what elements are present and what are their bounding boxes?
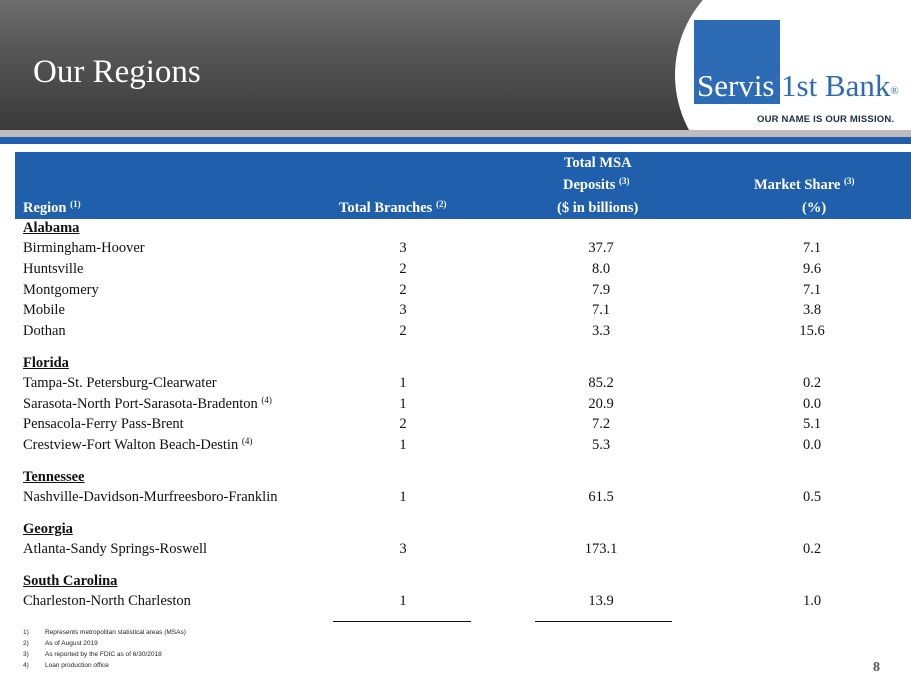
region-name: Huntsville bbox=[23, 261, 84, 277]
footnote bbox=[23, 662, 186, 673]
state-heading: Tennessee bbox=[23, 469, 85, 485]
header-msa-line2 bbox=[563, 177, 630, 194]
header-share-label: Market Share bbox=[754, 177, 841, 193]
state-heading: Florida bbox=[23, 355, 69, 371]
branches-value: 3 bbox=[399, 240, 407, 256]
region-name: Mobile bbox=[23, 302, 65, 318]
footnotes bbox=[23, 629, 186, 673]
branches-value: 1 bbox=[399, 437, 407, 453]
share-value: 15.6 bbox=[799, 323, 825, 339]
footnote-number: 3) bbox=[23, 651, 29, 658]
region-name: Dothan bbox=[23, 323, 66, 339]
header-region-label: Region bbox=[23, 200, 67, 216]
deposits-value: 20.9 bbox=[588, 396, 614, 412]
header-msa-note: (3) bbox=[619, 176, 630, 186]
branches-value: 2 bbox=[399, 323, 407, 339]
header-band-blue bbox=[0, 137, 911, 144]
footnote bbox=[23, 629, 186, 640]
table-row bbox=[0, 541, 911, 561]
deposits-value: 37.7 bbox=[588, 240, 614, 256]
branches-value: 1 bbox=[399, 375, 407, 391]
deposits-value: 7.2 bbox=[591, 416, 611, 432]
logo-word-first-bank bbox=[781, 68, 899, 104]
region-name: Birmingham-Hoover bbox=[23, 240, 145, 256]
region-name-with-note bbox=[23, 437, 252, 454]
table-row bbox=[0, 302, 911, 322]
table-header bbox=[15, 152, 911, 219]
footnote-number: 4) bbox=[23, 662, 29, 669]
logo-word-servis: Servis bbox=[697, 68, 775, 103]
region-name: Atlanta-Sandy Springs-Roswell bbox=[23, 541, 208, 557]
header-region-note: (1) bbox=[70, 199, 81, 209]
logo-registered-mark: ® bbox=[890, 85, 899, 97]
deposits-value: 61.5 bbox=[588, 489, 614, 505]
branches-value: 2 bbox=[399, 261, 407, 277]
table-row bbox=[0, 323, 911, 343]
region-name: Charleston-North Charleston bbox=[23, 593, 191, 609]
total-rule-branches bbox=[333, 621, 471, 622]
page-title: Our Regions bbox=[33, 54, 201, 90]
state-heading: Alabama bbox=[23, 220, 80, 236]
branches-value: 2 bbox=[399, 416, 407, 432]
header-msa-deposits: Deposits bbox=[563, 177, 616, 193]
header-msa-line3: ($ in billions) bbox=[557, 200, 639, 216]
share-value: 0.0 bbox=[802, 396, 822, 412]
branches-value: 1 bbox=[399, 489, 407, 505]
deposits-value: 5.3 bbox=[591, 437, 611, 453]
region-note: (4) bbox=[261, 395, 272, 405]
header-branches-note: (2) bbox=[435, 199, 447, 209]
footnote bbox=[23, 651, 186, 662]
region-name: Nashville-Davidson-Murfreesboro-Franklin bbox=[23, 489, 278, 505]
table-row bbox=[0, 261, 911, 281]
region-name: Pensacola-Ferry Pass-Brent bbox=[23, 416, 184, 432]
table-row bbox=[0, 375, 911, 395]
region-name: Sarasota-North Port-Sarasota-Bradenton bbox=[23, 396, 258, 412]
total-rule-deposits bbox=[535, 621, 672, 622]
region-name: Tampa-St. Petersburg-Clearwater bbox=[23, 375, 217, 391]
share-value: 0.5 bbox=[802, 489, 822, 505]
state-heading: South Carolina bbox=[23, 573, 118, 589]
footnote-number: 2) bbox=[23, 640, 29, 647]
header-band-gray bbox=[0, 130, 911, 137]
footnote-text: As of August 2019 bbox=[45, 640, 98, 647]
deposits-value: 8.0 bbox=[591, 261, 611, 277]
table-row bbox=[0, 437, 911, 457]
deposits-value: 173.1 bbox=[584, 541, 618, 557]
branches-value: 2 bbox=[399, 282, 407, 298]
table-row bbox=[0, 240, 911, 260]
table-row bbox=[0, 416, 911, 436]
table-row bbox=[0, 593, 911, 613]
region-name: Montgomery bbox=[23, 282, 99, 298]
footnote-text: Represents metropolitan statistical areas (MSAs) bbox=[45, 629, 186, 636]
share-value: 5.1 bbox=[802, 416, 822, 432]
region-note: (4) bbox=[241, 436, 253, 446]
share-value: 9.6 bbox=[802, 261, 822, 277]
deposits-value: 13.9 bbox=[588, 593, 614, 609]
region-name: Crestview-Fort Walton Beach-Destin bbox=[23, 437, 239, 453]
share-value: 7.1 bbox=[802, 282, 822, 298]
branches-value: 3 bbox=[399, 302, 407, 318]
page-number: 8 bbox=[873, 660, 880, 675]
header-share-line1 bbox=[754, 177, 854, 194]
deposits-value: 3.3 bbox=[591, 323, 611, 339]
footnote-number: 1) bbox=[23, 629, 29, 636]
table-row bbox=[0, 489, 911, 509]
share-value: 1.0 bbox=[802, 593, 822, 609]
deposits-value: 7.1 bbox=[591, 302, 611, 318]
branches-value: 1 bbox=[399, 396, 407, 412]
state-heading: Georgia bbox=[23, 521, 73, 537]
deposits-value: 7.9 bbox=[591, 282, 611, 298]
header-msa-line1: Total MSA bbox=[564, 155, 632, 171]
deposits-value: 85.2 bbox=[588, 375, 614, 391]
footnote bbox=[23, 640, 186, 651]
share-value: 0.0 bbox=[802, 437, 822, 453]
share-value: 0.2 bbox=[802, 375, 822, 391]
header-share-note: (3) bbox=[843, 176, 855, 186]
header-branches-label: Total Branches bbox=[339, 200, 433, 216]
footnote-text: Loan production office bbox=[45, 662, 109, 669]
share-value: 7.1 bbox=[802, 240, 822, 256]
branches-value: 1 bbox=[399, 593, 407, 609]
header-branches bbox=[339, 200, 446, 217]
share-value: 0.2 bbox=[802, 541, 822, 557]
header-share-line2: (%) bbox=[802, 200, 827, 216]
region-name-with-note bbox=[23, 396, 272, 413]
logo-tagline: OUR NAME IS OUR MISSION. bbox=[757, 114, 895, 125]
branches-value: 3 bbox=[399, 541, 407, 557]
share-value: 3.8 bbox=[802, 302, 822, 318]
table-row bbox=[0, 282, 911, 302]
footnote-text: As reported by the FDIC as of 6/30/2018 bbox=[45, 651, 162, 658]
table-row bbox=[0, 396, 911, 416]
header-region bbox=[23, 200, 81, 217]
logo-word-first-bank-text: 1st Bank bbox=[781, 68, 891, 103]
